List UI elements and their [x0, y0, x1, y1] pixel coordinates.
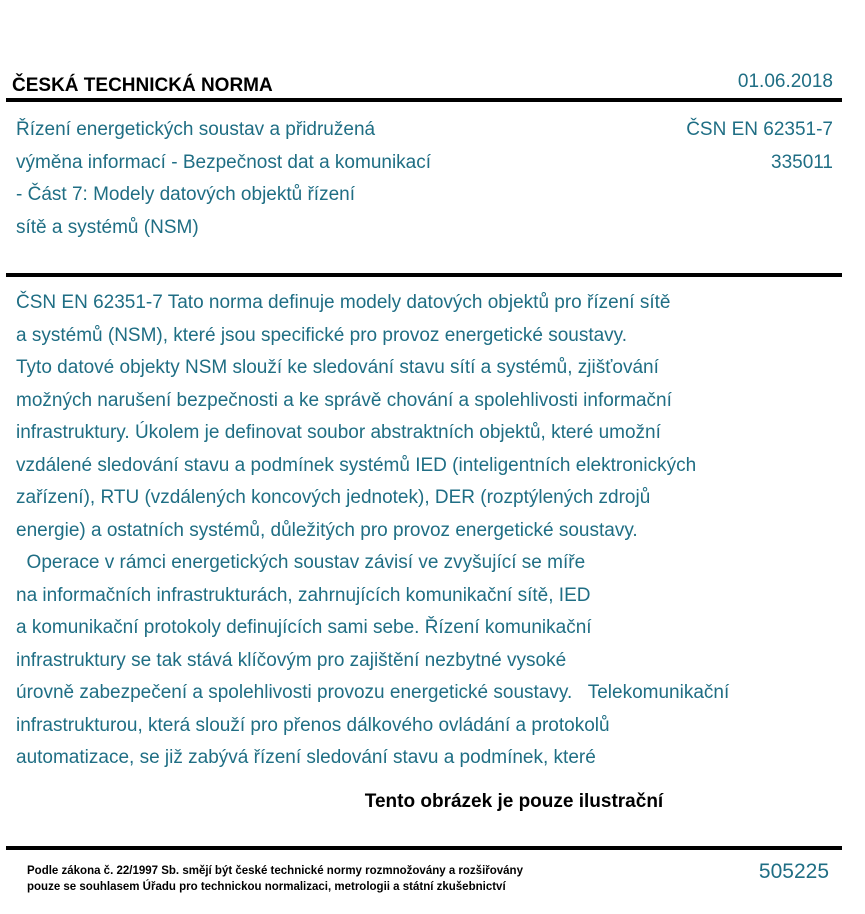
title-line: Řízení energetických soustav a přidružená: [16, 119, 376, 140]
copyright-line: Podle zákona č. 22/1997 Sb. smějí být české technické normy rozmnožovány a rozšiřovány: [27, 865, 523, 877]
document-identifiers: [686, 114, 833, 179]
abstract-line: na informačních infrastrukturách, zahrnujících komunikační sítě, IED: [16, 584, 591, 606]
abstract-line: Operace v rámci energetických soustav závisí ve zvyšující se míře: [16, 552, 586, 573]
abstract-line: infrastruktury se tak stává klíčovým pro zajištění nezbytné vysoké: [16, 649, 567, 671]
class-number: 335011: [771, 151, 833, 173]
abstract-text: [16, 287, 729, 775]
copyright-line: pouze se souhlasem Úřadu pro technickou normalizaci, metrologii a státní zkušebnictví: [27, 881, 506, 893]
title-line: sítě a systémů (NSM): [16, 216, 199, 238]
catalog-number: 505225: [758, 860, 829, 883]
abstract-line: a systémů (NSM), které jsou specifické pro provoz energetické soustavy.: [16, 324, 628, 346]
illustrative-notice: Tento obrázek je pouze ilustrační: [364, 791, 664, 812]
abstract-line: energie) a ostatních systémů, důležitých pro provoz energetické soustavy.: [16, 519, 638, 541]
abstract-line: ČSN EN 62351-7 Tato norma definuje modely datových objektů pro řízení sítě: [16, 292, 671, 313]
document-title: [16, 114, 431, 244]
abstract-line: infrastruktury. Úkolem je definovat soubor abstraktních objektů, které umožní: [16, 422, 661, 443]
title-rule: [6, 273, 842, 277]
footer-rule: [6, 846, 842, 850]
standard-header-title: ČESKÁ TECHNICKÁ NORMA: [12, 75, 273, 96]
abstract-line: možných narušení bezpečnosti a ke správě chování a spolehlivosti informační: [16, 389, 672, 411]
header-rule: [6, 98, 842, 102]
title-line: - Část 7: Modely datových objektů řízení: [16, 184, 355, 205]
abstract-line: a komunikační protokoly definujících sami sebe. Řízení komunikační: [16, 617, 592, 638]
publication-date: 01.06.2018: [737, 71, 833, 92]
abstract-line: zařízení), RTU (vzdálených koncových jednotek), DER (rozptýlených zdrojů: [16, 487, 651, 508]
abstract-line: vzdálené sledování stavu a podmínek systémů IED (inteligentních elektronických: [16, 454, 697, 476]
abstract-line: automatizace, se již zabývá řízení sledování stavu a podmínek, které: [16, 747, 596, 768]
standard-code: ČSN EN 62351-7: [686, 119, 833, 140]
copyright-notice: [27, 863, 523, 895]
abstract-line: Tyto datové objekty NSM slouží ke sledování stavu sítí a systémů, zjišťování: [16, 357, 659, 378]
title-line: výměna informací - Bezpečnost dat a komunikací: [16, 151, 432, 173]
abstract-line: úrovně zabezpečení a spolehlivosti provozu energetické soustavy. Telekomunikační: [16, 682, 730, 703]
abstract-line: infrastrukturou, která slouží pro přenos dálkového ovládání a protokolů: [16, 714, 610, 736]
